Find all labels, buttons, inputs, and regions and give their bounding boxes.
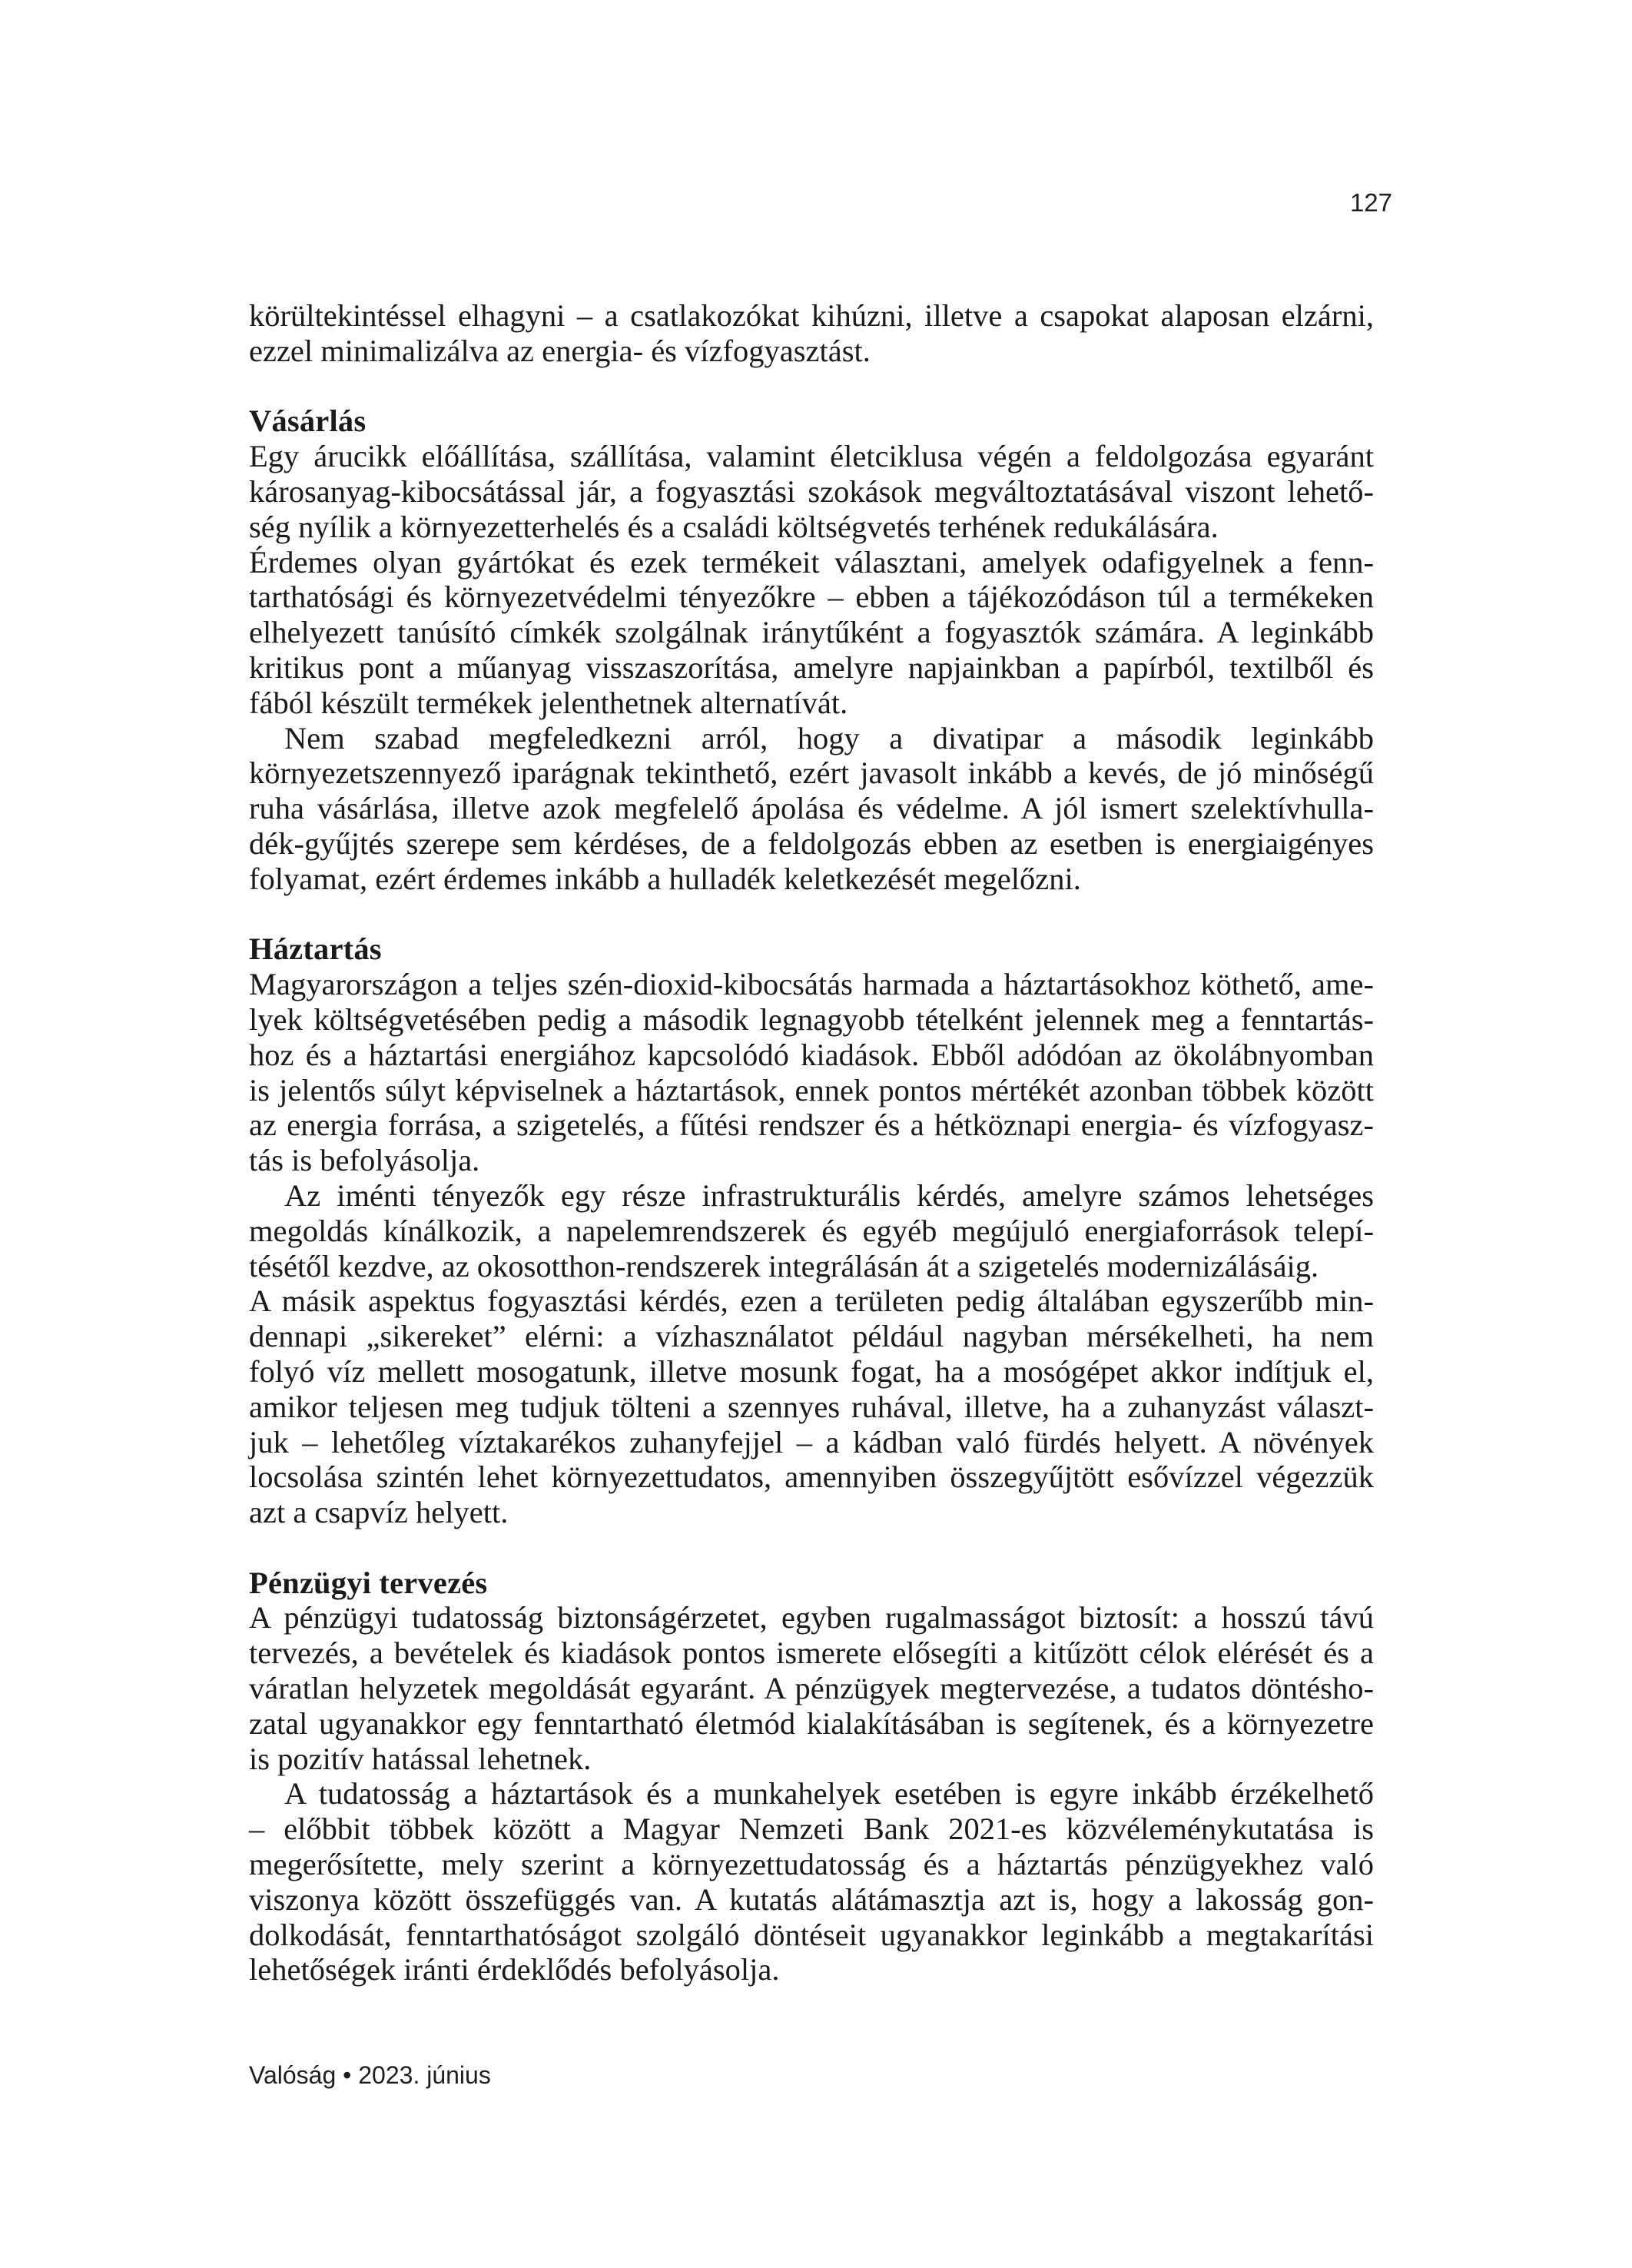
text-line: is pozitív hatással lehetnek. — [249, 1741, 592, 1776]
text-line: Az iménti tényezők egy része infrastrukturális kérdés, amelyre számos lehetséges — [284, 1177, 1374, 1213]
text-line: – előbbit többek között a Magyar Nemzeti Bank 2021-es közvéleménykutatása is — [249, 1811, 1374, 1847]
paragraph — [249, 1600, 1374, 1776]
section-vasarlas — [249, 403, 1374, 896]
article-body — [249, 298, 1374, 1987]
text-line: locsolása szintén lehet környezettudatos, amennyiben összegyűjtött esővízzel végezzük — [249, 1459, 1374, 1495]
text-line: ség nyílik a környezetterhelés és a családi költségvetés terhének redukálására. — [249, 509, 1219, 544]
text-line: megoldás kínálkozik, a napelemrendszerek és egyéb megújuló energiaforrások telepí- — [249, 1213, 1374, 1248]
text-line: lyek költségvetésében pedig a második legnagyobb tételként jelennek meg a fenntartás- — [249, 1001, 1374, 1037]
text-line: A pénzügyi tudatosság biztonságérzetet, egyben rugalmasságot biztosít: a hosszú távú — [249, 1600, 1374, 1635]
section-heading: Háztartás — [249, 931, 382, 967]
text-line: dennapi „sikereket” elérni: a vízhasználatot például nagyban mérsékelheti, ha nem — [249, 1319, 1374, 1354]
text-line: Érdemes olyan gyártókat és ezek termékeit választani, amelyek odafigyelnek a fenn- — [249, 544, 1374, 579]
text-line: tás is befolyásolja. — [249, 1143, 480, 1178]
text-line: lehetőségek iránti érdeklődés befolyásolja. — [249, 1952, 780, 1987]
text-line: az energia forrása, a szigetelés, a fűtési rendszer és a hétköznapi energia- és vízfogyasz- — [249, 1107, 1374, 1143]
text-line: károsanyag-kibocsátással jár, a fogyasztási szokások megváltoztatásával viszont lehető- — [249, 473, 1374, 509]
text-line: viszonya között összefüggés van. A kutatás alátámasztja azt is, hogy a lakosság gon- — [249, 1881, 1374, 1917]
text-line: folyamat, ezért érdemes inkább a hulladék keletkezését megelőzni. — [249, 861, 1081, 896]
text-line: váratlan helyzetek megoldását egyaránt. A pénzügyek megtervezése, a tudatos döntésho- — [249, 1671, 1374, 1706]
text-line: kritikus pont a műanyag visszaszorítása, amelyre napjainkban a papírból, textilből és — [249, 649, 1374, 685]
paragraph — [249, 1283, 1374, 1530]
text-line: A másik aspektus fogyasztási kérdés, ezen a területen pedig általában egyszerűbb min- — [249, 1283, 1374, 1319]
text-line: környezetszennyező iparágnak tekinthető, ezért javasolt inkább a kevés, de jó minőségű — [249, 755, 1374, 791]
section-penzugyi-tervezes — [249, 1566, 1374, 1988]
paragraph — [249, 721, 1374, 897]
intro-paragraph — [249, 298, 1374, 369]
text-line: dolkodását, fenntarthatóságot szolgáló döntéseit ugyanakkor leginkább a megtakarítási — [249, 1917, 1374, 1952]
text-line: dék-gyűjtés szerepe sem kérdéses, de a feldolgozás ebben az esetben is energiaigényes — [249, 825, 1374, 861]
text-line: körültekintéssel elhagyni – a csatlakozókat kihúzni, illetve a csapokat alaposan elzárni, — [249, 298, 1374, 333]
section-spacer — [249, 1530, 1374, 1566]
text-line: folyó víz mellett mosogatunk, illetve mosunk fogat, ha a mosógépet akkor indítjuk el, — [249, 1353, 1374, 1389]
paragraph — [249, 1178, 1374, 1283]
paragraph — [249, 439, 1374, 544]
text-line: Magyarországon a teljes szén-dioxid-kibocsátás harmada a háztartásokhoz köthető, ame- — [249, 967, 1374, 1002]
text-line: A tudatosság a háztartások és a munkahelyek esetében is egyre inkább érzékelhető — [284, 1776, 1374, 1811]
text-line: is jelentős súlyt képviselnek a háztartások, ennek pontos mértékét azonban többek között — [249, 1072, 1374, 1107]
paragraph — [249, 967, 1374, 1178]
text-line: Nem szabad megfeledkezni arról, hogy a divatipar a második leginkább — [284, 720, 1374, 755]
text-line: elhelyezett tanúsító címkék szolgálnak iránytűként a fogyasztók számára. A leginkább — [249, 615, 1374, 650]
page-footer: Valóság • 2023. június — [249, 2061, 491, 2089]
text-line: amikor teljesen meg tudjuk tölteni a szennyes ruhával, illetve, ha a zuhanyzást választ- — [249, 1389, 1374, 1424]
text-line: ezzel minimalizálva az energia- és vízfogyasztást. — [249, 333, 871, 368]
section-heading: Pénzügyi tervezés — [249, 1565, 488, 1600]
text-line: azt a csapvíz helyett. — [249, 1495, 509, 1530]
text-line: tésétől kezdve, az okosotthon-rendszerek integrálásán át a szigetelés modernizálásáig. — [249, 1248, 1319, 1283]
section-spacer — [249, 897, 1374, 932]
text-line: Egy árucikk előállítása, szállítása, valamint életciklusa végén a feldolgozása egyaránt — [249, 439, 1374, 474]
text-line: tarthatósági és környezetvédelmi tényezőkre – ebben a tájékozódáson túl a termékeken — [249, 579, 1374, 615]
text-line: zatal ugyanakkor egy fenntartható életmód kialakításában is segítenek, és a környezetre — [249, 1705, 1374, 1741]
text-line: ruha vásárlása, illetve azok megfelelő ápolása és védelme. A jól ismert szelektívhulla- — [249, 791, 1374, 826]
section-spacer — [249, 369, 1374, 404]
text-line: juk – lehetőleg víztakarékos zuhanyfejjel – a kádban való fürdés helyett. A növények — [249, 1424, 1374, 1459]
page-number: 127 — [1349, 188, 1392, 217]
text-line: tervezés, a bevételek és kiadások pontos ismerete elősegíti a kitűzött célok elérését és a — [249, 1635, 1374, 1671]
text-line: megerősítette, mely szerint a környezettudatosság és a háztartás pénzügyekhez való — [249, 1847, 1374, 1882]
section-haztartas — [249, 931, 1374, 1530]
text-line: hoz és a háztartási energiához kapcsolódó kiadások. Ebből adódóan az ökolábnyomban — [249, 1037, 1374, 1072]
text-line: fából készült termékek jelenthetnek alternatívát. — [249, 685, 848, 720]
paragraph — [249, 545, 1374, 721]
section-heading: Vásárlás — [249, 403, 367, 439]
paragraph — [249, 1776, 1374, 1987]
